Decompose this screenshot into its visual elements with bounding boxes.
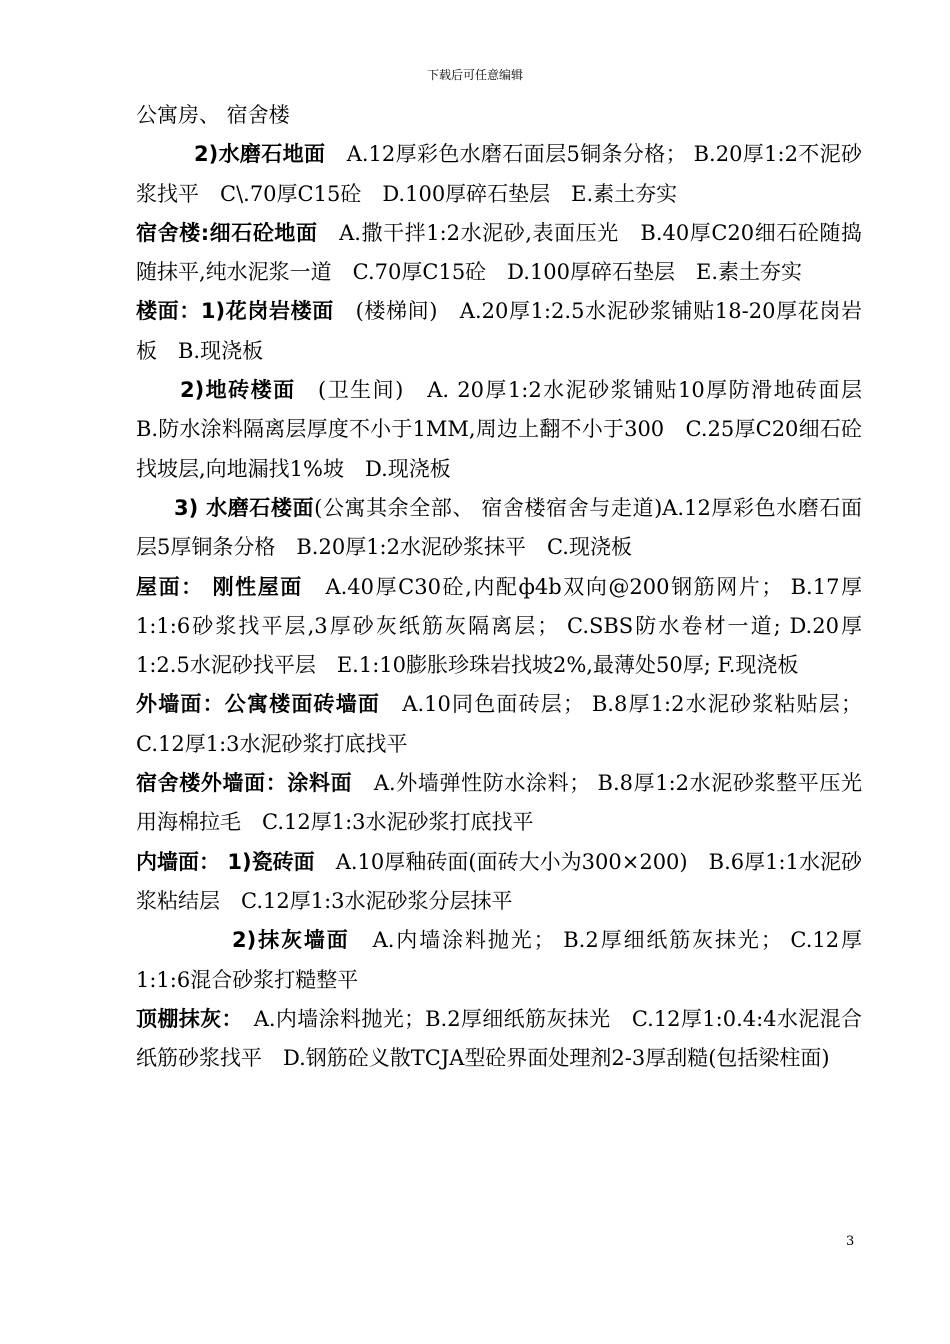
paragraph-tile-floor (136, 371, 883, 489)
paragraph-heading: 宿舍楼:细石砼地面 (136, 220, 318, 245)
paragraph-heading: 2)地砖楼面 (180, 378, 296, 403)
paragraph-heading: 内墙面： 1)瓷砖面 (136, 849, 315, 874)
paragraph-terrazzo-floor (136, 135, 862, 214)
paragraph-plaster-wall (136, 921, 862, 1000)
paragraph-text: A.10同色面砖层； B.8厚1:2水泥砂浆粘贴层； C.12厚1:3水泥砂浆打底找平 (136, 692, 862, 756)
paragraph-text: 公寓房、 宿舍楼 (136, 103, 290, 127)
paragraph-heading: 屋面： 刚性屋面 (136, 574, 303, 599)
paragraph-granite-floor (136, 292, 862, 371)
paragraph-text: A.外墙弹性防水涂料； B.8厚1:2水泥砂浆整平压光用海棉拉毛 C.12厚1:3水泥砂浆打底找平 (136, 771, 863, 835)
paragraph-text: A.内墙涂料抛光； B.2厚细纸筋灰抹光； C.12厚1:1:6混合砂浆打糙整平 (136, 928, 862, 992)
paragraph-heading: 3) 水磨石楼面 (174, 495, 315, 520)
paragraph-text: A.撒干拌1:2水泥砂,表面压光 B.40厚C20细石砼随捣随抹平,纯水泥浆一道 C.70厚C15砼 D.100厚碎石垫层 E.素土夯实 (136, 220, 862, 285)
paragraph-text: A.内墙涂料抛光；B.2厚细纸筋灰抹光 C.12厚1:0.4:4水泥混合纸筋砂浆找平 D.钢筋砼义散TCJA型砼界面处理剂2-3厚刮糙(包括梁柱面) (136, 1006, 863, 1071)
paragraph-text: (楼梯间) A.20厚1:2.5水泥砂浆铺贴18-20厚花岗岩板 B.现浇板 (136, 299, 862, 363)
paragraph-text: (卫生间) A. 20厚1:2水泥砂浆铺贴10厚防滑地砖面层 B.防水涂料隔离层厚度不小于1MM,周边上翻不小于300 C.25厚C20细石砼找坡层,向地漏找1%坡 D.现浇板 (136, 378, 883, 481)
paragraph-heading: 2)水磨石地面 (194, 142, 326, 167)
paragraph-rigid-roof (136, 568, 862, 686)
paragraph-exterior-wall-paint (136, 764, 862, 843)
paragraph-heading: 2)抹灰墙面 (232, 928, 350, 953)
paragraph-terrazzo-upper-floor (136, 489, 862, 568)
paragraph-text: A.10厚釉砖面(面砖大小为300×200) B.6厚1:1水泥砂浆粘结层 C.12厚1:3水泥砂浆分层抹平 (136, 849, 862, 913)
paragraph-heading: 楼面：1)花岗岩楼面 (136, 299, 334, 324)
paragraph-dorm-concrete-floor (136, 214, 862, 293)
paragraph-exterior-wall-tile (136, 685, 862, 764)
paragraph-heading: 宿舍楼外墙面：涂料面 (136, 771, 353, 796)
page-header: 下载后可任意编辑 (426, 68, 523, 82)
paragraph-text: A.40厚C30砼,内配ф4b双向@200钢筋网片； B.17厚1:1:6砂浆找平层,3厚砂灰纸筋灰隔离层； C.SBS防水卷材一道; D.20厚1:2.5水泥砂找平层 E.1:10膨胀珍珠岩找坡2%,最薄处50厚; F.现浇板 (136, 574, 862, 678)
paragraph-text: A.12厚彩色水磨石面层5铜条分格； B.20厚1:2不泥砂浆找平 C\.70厚C15砼 D.100厚碎石垫层 E.素土夯实 (136, 142, 862, 206)
paragraph-heading: 顶棚抹灰： (136, 1006, 233, 1031)
paragraph-heading: 外墙面：公寓楼面砖墙面 (136, 692, 381, 717)
document-body (136, 96, 883, 1078)
paragraph-ceiling-plaster (136, 1000, 862, 1079)
paragraph-text: (公寓其余全部、 宿舍楼宿舍与走道)A.12厚彩色水磨石面层5厚铜条分格 B.20厚1:2水泥砂浆抹平 C.现浇板 (136, 495, 862, 560)
paragraph-apartment-dorm (136, 96, 862, 135)
page-number: 3 (846, 1234, 855, 1249)
paragraph-interior-wall-tile (136, 843, 862, 922)
